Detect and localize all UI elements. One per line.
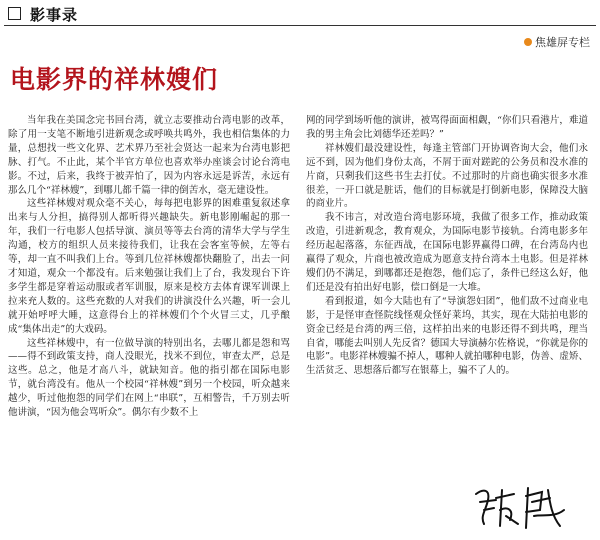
- article-column-right: [306, 114, 588, 378]
- article-paragraph: 祥林嫂们最没建设性，每逢主管部门开协调咨询大会，他们永远不到，因为他们身份太高，不屑于面对蹉跎的公务员和没水准的片商，只剩我们这些书生去打仗。不过那时的片商也确实很多水准很差，一开口就是脏话，他们的目标就是打倒新电影，保障没大脑的商业片。: [306, 142, 588, 210]
- section-header: [0, 0, 600, 34]
- article-paragraph: 当年我在美国念完书回台湾，就立志要推动台湾电影的改革，除了用一支笔不断地引进新观念或呼唤共鸣外，我也相信集体的力量，总想找一些文化界、艺术界乃至社会贤达一起来为台湾电影把脉、打气。不止此，某个半官方单位也喜欢举办座谈会讨论台湾电影。不过，后来，我终于被弄怕了，因为内容永远是诉苦，永远有那么几个“祥林嫂”，到哪儿都千篇一律的倒苦水，毫无建设性。: [8, 115, 290, 196]
- handwritten-signature: [470, 480, 570, 532]
- section-title: 影事录: [30, 6, 79, 24]
- article-paragraph: 这些祥林嫂对观众毫不关心，每每把电影界的困难重复叙述拿出来与人分担，搞得别人都听得兴趣缺失。新电影刚崛起的那一年，我们一行电影人包括导演、演员等等去台湾的清华大学与学生沟通，校方的组织人员来接待我们，让我在会客室等候，左等右等，却一直不叫我们上台。等到几位祥林嫂都快翻脸了，出去一问才知道，观众一个都没有。后来勉强让我们上了台，我发现台下许多学生都是穿着运动服或者军训服，原来是校方去体育课军训课上拉来充人数的。这些充数的人对我们的讲演没什么兴趣，听一会儿就开始呼呼大睡，这意得台上的祥林嫂们个个火冒三丈，几乎酿成“集体出走”的大戏码。: [8, 198, 290, 335]
- checkbox-square-icon: [8, 7, 21, 20]
- column-tag-label: 焦雄屏专栏: [535, 36, 590, 49]
- column-tag: [524, 34, 590, 50]
- article-paragraph: 网的同学到场听他的演讲，被骂得面面相觑，“你们只看港片，难道我的男主角会比刘德华还差吗？”: [306, 115, 588, 140]
- article-title: 电影界的祥林嫂们: [10, 65, 219, 94]
- bullet-dot-icon: [524, 38, 532, 46]
- article-paragraph: 看到报道，如今大陆也有了“导演怨妇团”，他们敌不过商业电影，于是怪审查怪院线怪观众怪好莱坞，其实，现在大陆拍电影的资金已经是台湾的两三倍，这样拍出来的电影还得不到共鸣，理当自省，哪能去叫别人先反省？德国大导演赫尔佐格说，“你就是你的电影”。电影祥林嫂骗不掉人，哪种人就拍哪种电影，伪善、虚矫、生活贫乏、思想落后都写在银幕上，骗不了人的。: [306, 295, 588, 377]
- article-column-left: [8, 114, 290, 420]
- article-paragraph: 这些祥林嫂中，有一位做导演的特别出名，去哪儿都是怨和骂——得不到政策支持，商人没眼光，找米不到位，审查太严，总是这些。总之，他是才高八斗，就缺知音。他的指引都在国际电影节，就台湾没有。他从一个校园“祥林嫂”到另一个校园，听众越来越少，听过他抱怨的同学们在网上“串联”，互相警告，千万别去听他讲演，“因为他会骂听众”。偶尔有少数不上: [8, 337, 290, 419]
- article-paragraph: 我不讳言，对改造台湾电影环境，我做了很多工作，推动政策改造，引进新观念，教育观众，为国际电影节接轨。台湾电影多年经历起起落落，东征西战，在国际电影界赢得口碑，在台湾岛内也赢得了观众，片商也被改造成为愿意支持台湾本土电影。但是祥林嫂们仍不满足，到哪都还是抱怨，他们忘了，条件已经这么好，他们还是没有拍出好电影，偿口倒是一大堆。: [306, 212, 588, 293]
- header-divider: [4, 25, 596, 26]
